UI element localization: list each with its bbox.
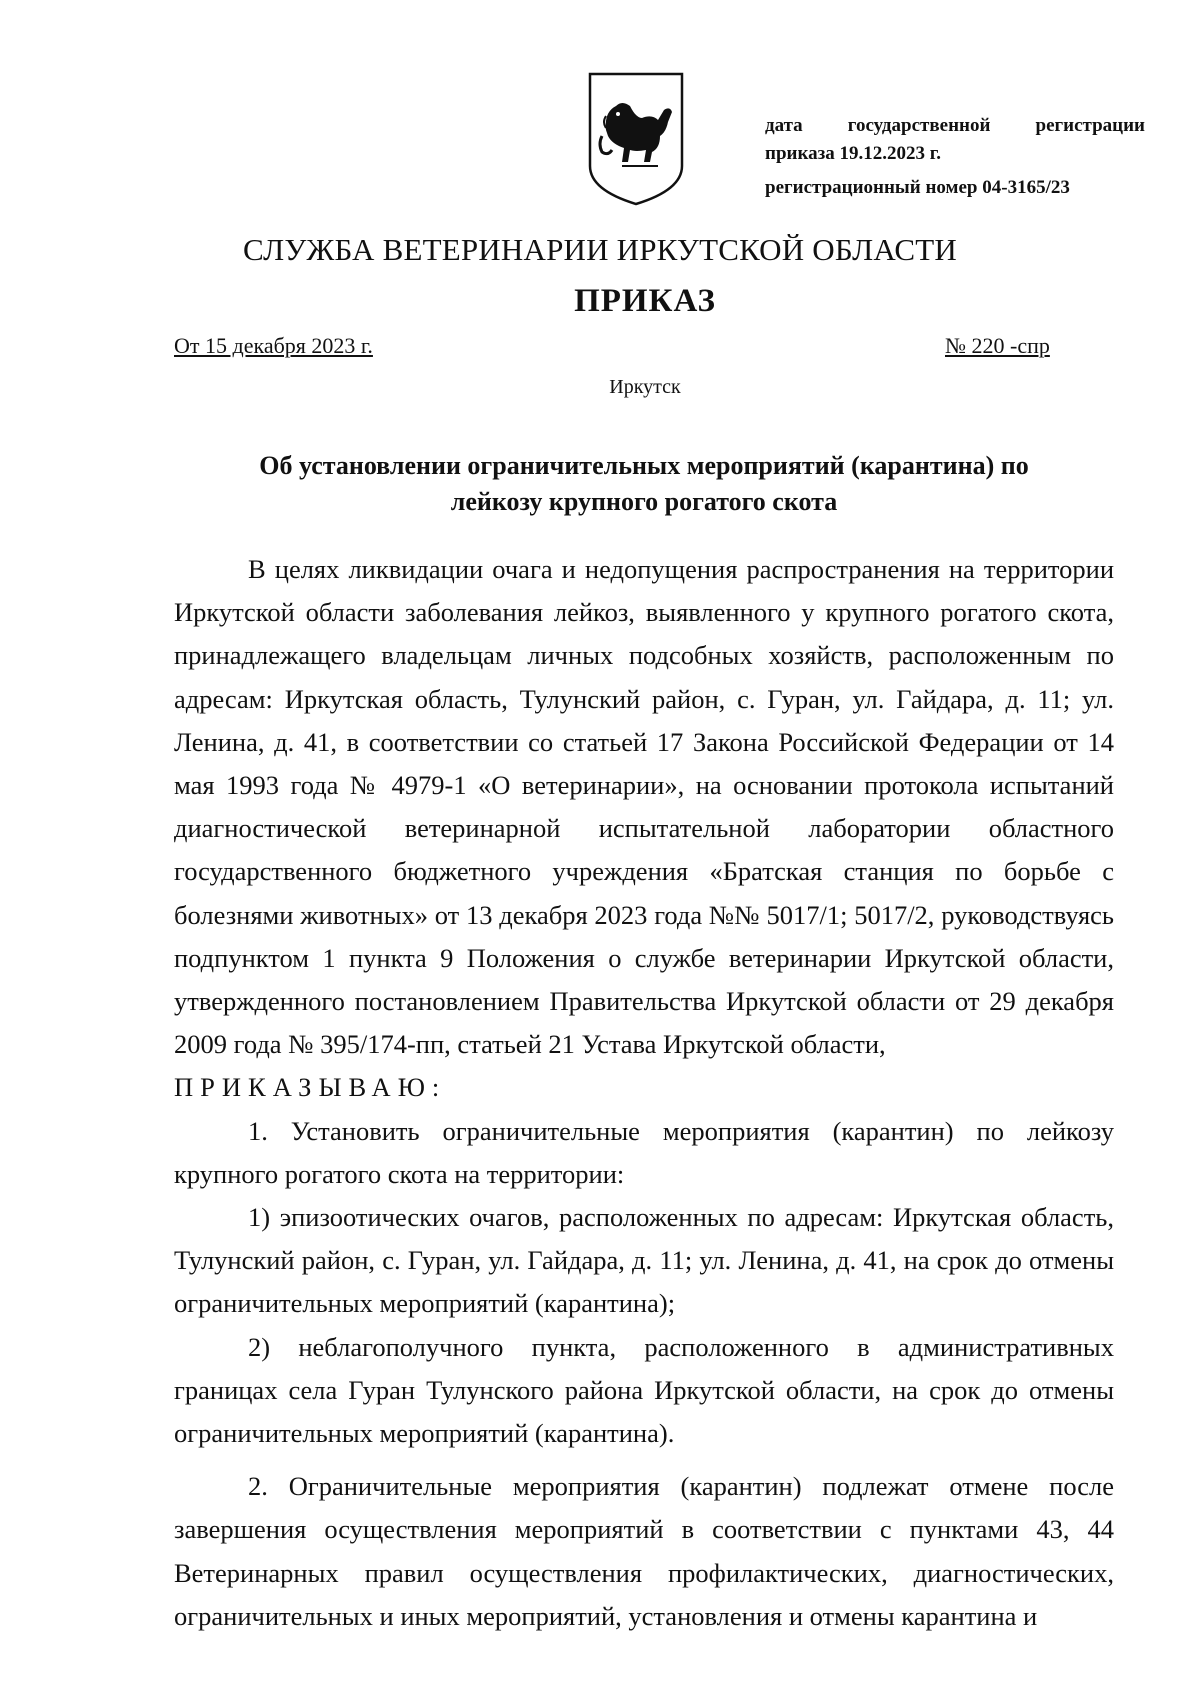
clause-1-1: 1) эпизоотических очагов, расположенных по адресам: Иркутская область, Тулунский район, с. Гуран, ул. Гайдара, д. 11; ул. Ленина, д. 41, на срок до отмены ограничительных мероприятий (карантина); xyxy=(174,1202,1114,1319)
clause-1: 1. Установить ограничительные мероприятия (карантин) по лейкозу крупного рогатого скота на территории: xyxy=(174,1115,1114,1189)
clause-2: 2. Ограничительные мероприятия (карантин) подлежат отмене после завершения осуществления мероприятий в соответствии с пунктами 43, 44 Ветеринарных правил осуществления профилактических, диагностических, ограничительных и иных мероприятий, установления и отмены карантина и xyxy=(174,1471,1114,1631)
registration-number: регистрационный номер 04-3165/23 xyxy=(765,177,1070,198)
order-word: ПРИКАЗЫВАЮ: xyxy=(174,1072,447,1103)
organization-name: СЛУЖБА ВЕТЕРИНАРИИ ИРКУТСКОЙ ОБЛАСТИ xyxy=(243,232,957,267)
coat-of-arms-icon xyxy=(586,70,686,210)
city: Иркутск xyxy=(609,376,681,398)
registration-date-label: дата государственной регистрации xyxy=(765,115,1145,136)
order-date: От 15 декабря 2023 г. xyxy=(174,333,373,358)
registration-date: приказа 19.12.2023 г. xyxy=(765,143,941,164)
preamble-paragraph: В целях ликвидации очага и недопущения распространения на территории Иркутской области заболевания лейкоз, выявленного у крупного рогатого скота, принадлежащего владельцам личных подсобных хозяйств, расположенным по адресам: Иркутская область, Тулунский район, с. Гуран, ул. Гайдара, д. 11; ул. Ленина, д. 41, в соответствии со статьей 17 Закона Российской Федерации от 14 мая 1993 года № 4979-1 «О ветеринарии», на основании протокола испытаний диагностической ветеринарной испытательной лаборатории областного государственного бюджетного учреждения «Братская станция по борьбе с болезнями животных» от 13 декабря 2023 года №№ 5017/1; 5017/2, руководствуясь подпунктом 1 пункта 9 Положения о службе ветеринарии Иркутской области, утвержденного постановлением Правительства Иркутской области от 29 декабря 2009 года № 395/174-пп, статьей 21 Устава Иркутской области, xyxy=(174,554,1114,1060)
document-body xyxy=(174,548,1114,1638)
order-number: № 220 -спр xyxy=(945,333,1050,358)
document-type: ПРИКАЗ xyxy=(574,283,716,319)
clause-1-2: 2) неблагополучного пункта, расположенного в административных границах села Гуран Тулунского района Иркутской области, на срок до отмены ограничительных мероприятий (карантина). xyxy=(174,1331,1114,1449)
registration-block xyxy=(765,112,1145,202)
title-line: лейкозу крупного рогатого скота xyxy=(450,487,838,516)
title-line: Об установлении ограничительных мероприятий (карантина) по xyxy=(259,451,1029,480)
document-title xyxy=(174,448,1114,520)
